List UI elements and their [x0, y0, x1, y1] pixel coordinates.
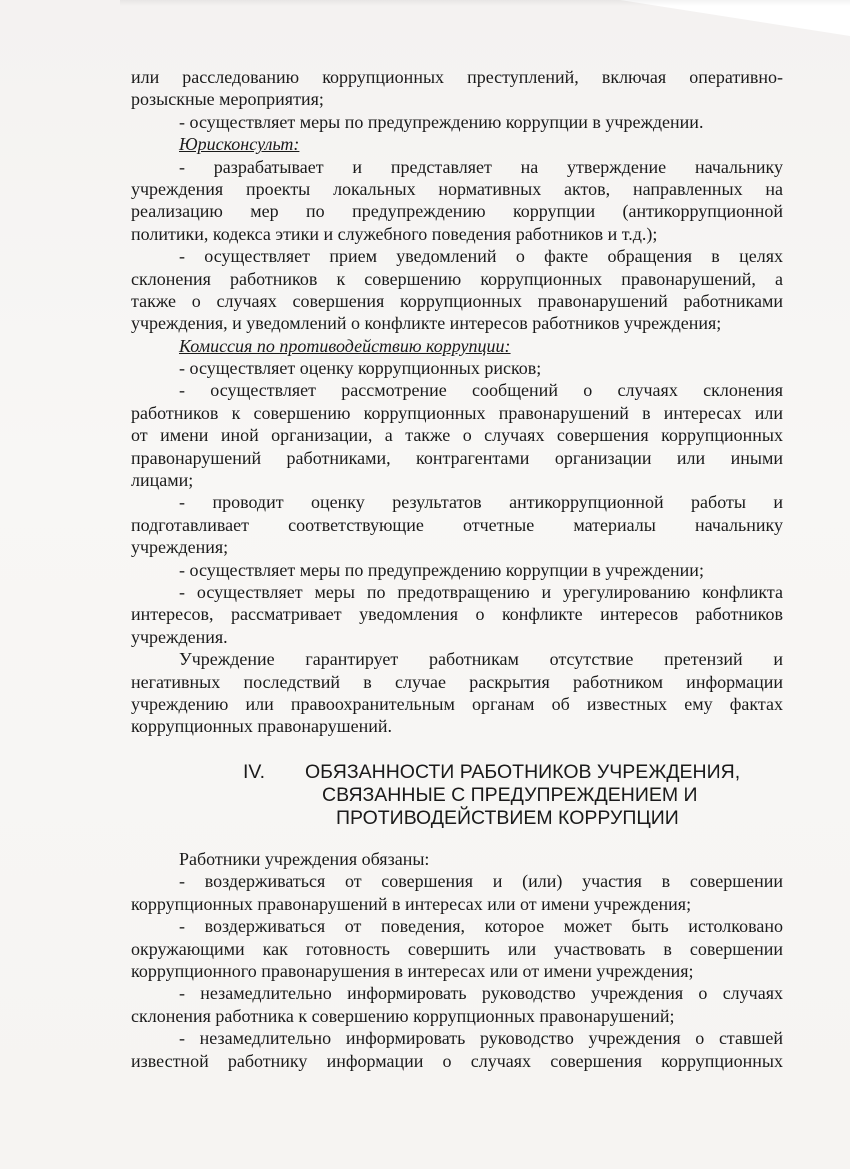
text-line: учреждения, и уведомлений о конфликте интересов работников учреждения;: [131, 313, 722, 334]
text-line: - осуществляет рассмотрение сообщений о случаях склонения: [179, 380, 783, 401]
role-heading-label: Комиссия по противодействию коррупции:: [179, 335, 511, 356]
text-line: Учреждение гарантирует работникам отсутствие претензий и: [179, 649, 783, 670]
text-line: Работники учреждения обязаны:: [179, 849, 430, 869]
section-title-line-3: ПРОТИВОДЕЙСТВИЕМ КОРРУПЦИИ: [336, 807, 679, 829]
section-title-line-1: ОБЯЗАННОСТИ РАБОТНИКОВ УЧРЕЖДЕНИЯ,: [305, 761, 741, 783]
text-block-responsibilities: [131, 66, 783, 738]
text-line: - осуществляет меры по предупреждению коррупции в учреждении;: [179, 559, 704, 580]
text-line: коррупционных правонарушений.: [131, 716, 392, 737]
text-line: склонения работника к совершению коррупционных правонарушений;: [131, 1005, 675, 1026]
section-title-line-2: СВЯЗАННЫЕ С ПРЕДУПРЕЖДЕНИЕМ И: [322, 784, 698, 806]
text-line: или расследованию коррупционных преступлений, включая оперативно-: [131, 67, 783, 87]
text-line: политики, кодекса этики и служебного поведения работников и т.д.);: [131, 223, 658, 244]
text-line: известной работнику информации о случаях совершения коррупционных: [131, 1050, 783, 1071]
text-line: - воздерживаться от поведения, которое может быть истолковано: [179, 916, 783, 937]
text-line: коррупционного правонарушения в интересах или от имени учреждения;: [131, 960, 694, 981]
text-line: - разрабатывает и представляет на утверждение начальнику: [179, 156, 783, 177]
text-line: - незамедлительно информировать руководство учреждения о случаях: [179, 983, 783, 1004]
role-heading-label: Юрисконсульт:: [179, 134, 300, 155]
text-line: от имени иной организации, а также о случаях совершения коррупционных: [131, 425, 783, 446]
text-line: интересов, рассматривает уведомления о конфликте интересов работников: [131, 604, 783, 625]
role-heading: [131, 335, 783, 357]
text-line: учреждения.: [131, 626, 228, 647]
text-line: - осуществляет меры по предотвращению и урегулированию конфликта: [179, 581, 783, 602]
text-line: склонения работников к совершению коррупционных правонарушений, а: [131, 268, 783, 289]
text-line: - незамедлительно информировать руководство учреждения о ставшей: [179, 1028, 783, 1049]
text-line: окружающими как готовность совершить или участвовать в совершении: [131, 938, 783, 959]
text-line: учреждению или правоохранительным органам об известных ему фактах: [131, 693, 783, 714]
text-line: - воздерживаться от совершения и (или) участия в совершении: [179, 871, 783, 892]
section-number: IV.: [243, 761, 266, 783]
text-line: также о случаях совершения коррупционных правонарушений работниками: [131, 290, 783, 311]
text-line: - осуществляет оценку коррупционных рисков;: [179, 358, 542, 379]
text-line: негативных последствий в случае раскрытия работником информации: [131, 671, 783, 692]
text-line: - осуществляет меры по предупреждению коррупции в учреждении.: [179, 111, 704, 132]
text-line: коррупционных правонарушений в интересах или от имени учреждения;: [131, 893, 692, 914]
text-line: правонарушений работниками, контрагентами организации или иными: [131, 447, 783, 468]
role-heading: [131, 133, 783, 155]
text-line: подготавливает соответствующие отчетные материалы начальнику: [131, 514, 783, 535]
text-line: розыскные мероприятия;: [131, 89, 324, 110]
text-line: учреждения;: [131, 537, 229, 558]
text-line: реализацию мер по предупреждению коррупции (антикоррупционной: [131, 201, 783, 222]
text-line: - осуществляет прием уведомлений о факте обращения в целях: [179, 246, 783, 267]
text-line: учреждения проекты локальных нормативных актов, направленных на: [131, 178, 783, 199]
text-line: работников к совершению коррупционных правонарушений в интересах или: [131, 402, 783, 423]
scan-shadow: [120, 0, 850, 6]
text-line: - проводит оценку результатов антикоррупционной работы и: [179, 492, 783, 513]
text-block-duties: [131, 848, 783, 1072]
text-line: лицами;: [131, 470, 194, 491]
